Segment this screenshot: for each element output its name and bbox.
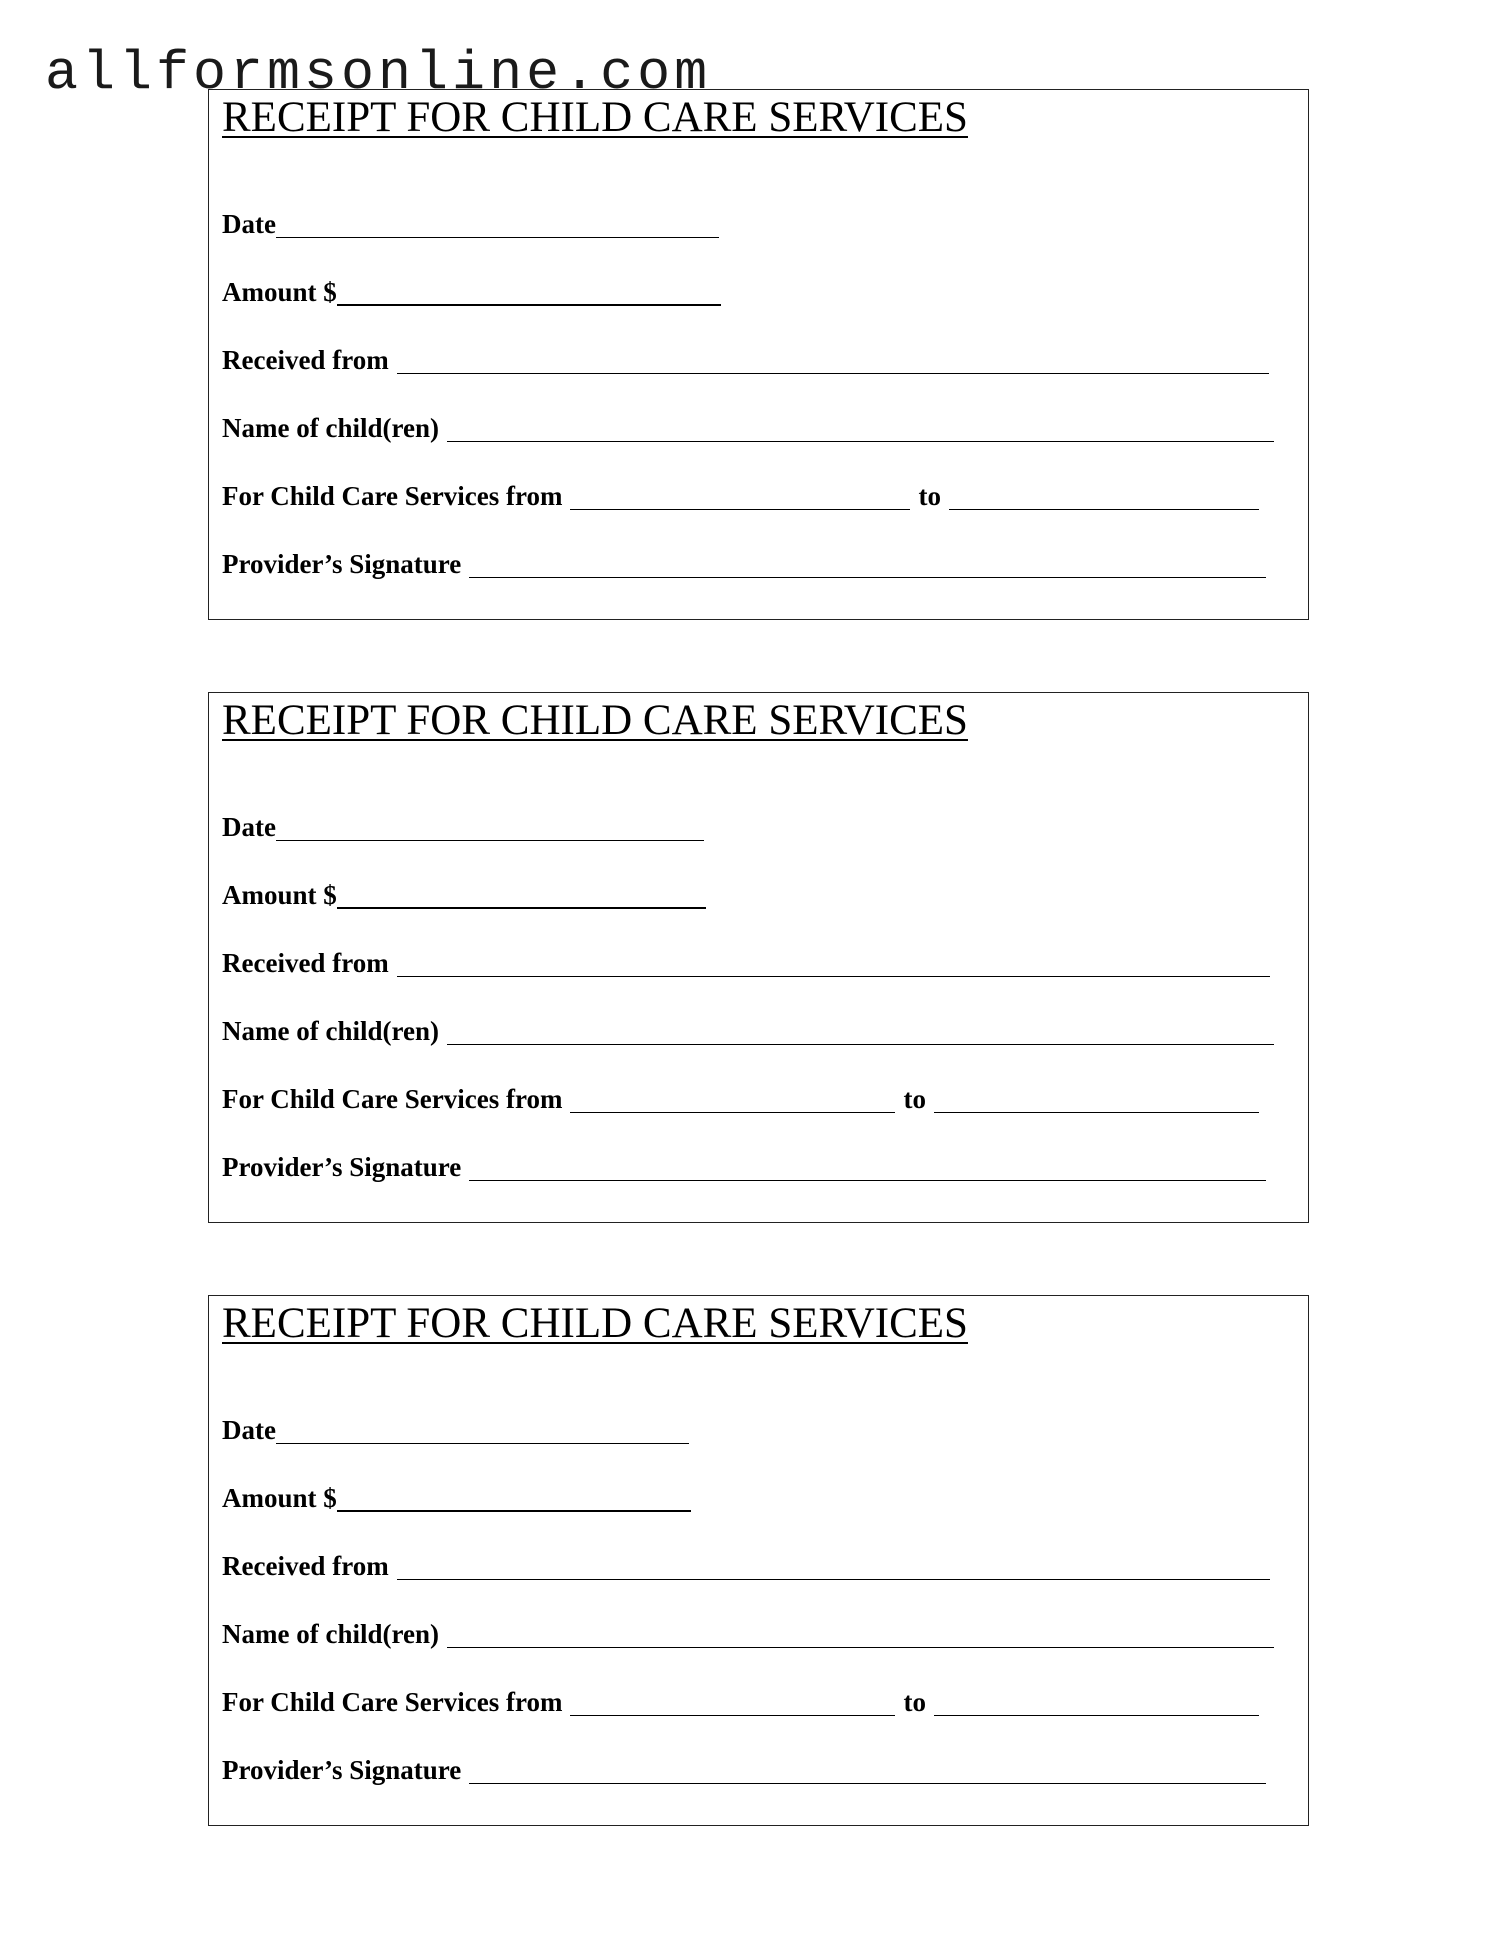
services-from-field[interactable] [570, 509, 910, 510]
signature-row [222, 1150, 1266, 1184]
received-from-label: Received from [222, 1551, 389, 1581]
signature-label: Provider’s Signature [222, 1755, 462, 1785]
signature-row [222, 1753, 1266, 1787]
signature-field[interactable] [469, 577, 1266, 578]
received-from-field[interactable] [397, 1579, 1270, 1580]
to-label: to [903, 1687, 926, 1717]
services-from-field[interactable] [570, 1715, 895, 1716]
date-field[interactable] [276, 840, 704, 841]
to-label: to [903, 1084, 926, 1114]
amount-label: Amount $ [222, 1483, 337, 1513]
amount-row [222, 1481, 691, 1515]
receipt-1 [208, 89, 1309, 620]
services-period-row [222, 1685, 1259, 1719]
amount-row [222, 878, 706, 912]
amount-field[interactable] [337, 1510, 691, 1512]
received-from-row [222, 946, 1270, 980]
children-label: Name of child(ren) [222, 413, 439, 443]
signature-row [222, 547, 1266, 581]
date-row [222, 810, 704, 844]
amount-field[interactable] [337, 907, 706, 909]
date-row [222, 1413, 689, 1447]
date-row [222, 207, 719, 241]
signature-label: Provider’s Signature [222, 549, 462, 579]
children-field[interactable] [447, 1647, 1274, 1648]
receipt-title: RECEIPT FOR CHILD CARE SERVICES [222, 697, 968, 744]
amount-field[interactable] [337, 304, 721, 306]
children-row [222, 1014, 1274, 1048]
received-from-field[interactable] [397, 373, 1269, 374]
received-from-row [222, 1549, 1270, 1583]
received-from-row [222, 343, 1269, 377]
services-to-field[interactable] [934, 1715, 1259, 1716]
signature-field[interactable] [469, 1180, 1266, 1181]
received-from-label: Received from [222, 948, 389, 978]
services-from-label: For Child Care Services from [222, 1687, 563, 1717]
services-period-row [222, 1082, 1259, 1116]
received-from-field[interactable] [397, 976, 1270, 977]
children-field[interactable] [447, 441, 1274, 442]
received-from-label: Received from [222, 345, 389, 375]
date-label: Date [222, 209, 276, 239]
services-to-field[interactable] [934, 1112, 1259, 1113]
to-label: to [918, 481, 941, 511]
services-from-label: For Child Care Services from [222, 481, 563, 511]
children-row [222, 1617, 1274, 1651]
receipt-title: RECEIPT FOR CHILD CARE SERVICES [222, 1300, 968, 1347]
receipt-title: RECEIPT FOR CHILD CARE SERVICES [222, 94, 968, 141]
services-from-field[interactable] [570, 1112, 895, 1113]
signature-field[interactable] [469, 1783, 1266, 1784]
services-to-field[interactable] [949, 509, 1259, 510]
amount-row [222, 275, 721, 309]
services-from-label: For Child Care Services from [222, 1084, 563, 1114]
signature-label: Provider’s Signature [222, 1152, 462, 1182]
children-label: Name of child(ren) [222, 1619, 439, 1649]
children-label: Name of child(ren) [222, 1016, 439, 1046]
date-label: Date [222, 812, 276, 842]
children-row [222, 411, 1274, 445]
receipt-2 [208, 692, 1309, 1223]
watermark: allformsonline.com [45, 42, 712, 105]
date-field[interactable] [276, 237, 719, 238]
receipt-3 [208, 1295, 1309, 1826]
children-field[interactable] [447, 1044, 1274, 1045]
amount-label: Amount $ [222, 277, 337, 307]
amount-label: Amount $ [222, 880, 337, 910]
date-label: Date [222, 1415, 276, 1445]
date-field[interactable] [276, 1443, 689, 1444]
services-period-row [222, 479, 1259, 513]
